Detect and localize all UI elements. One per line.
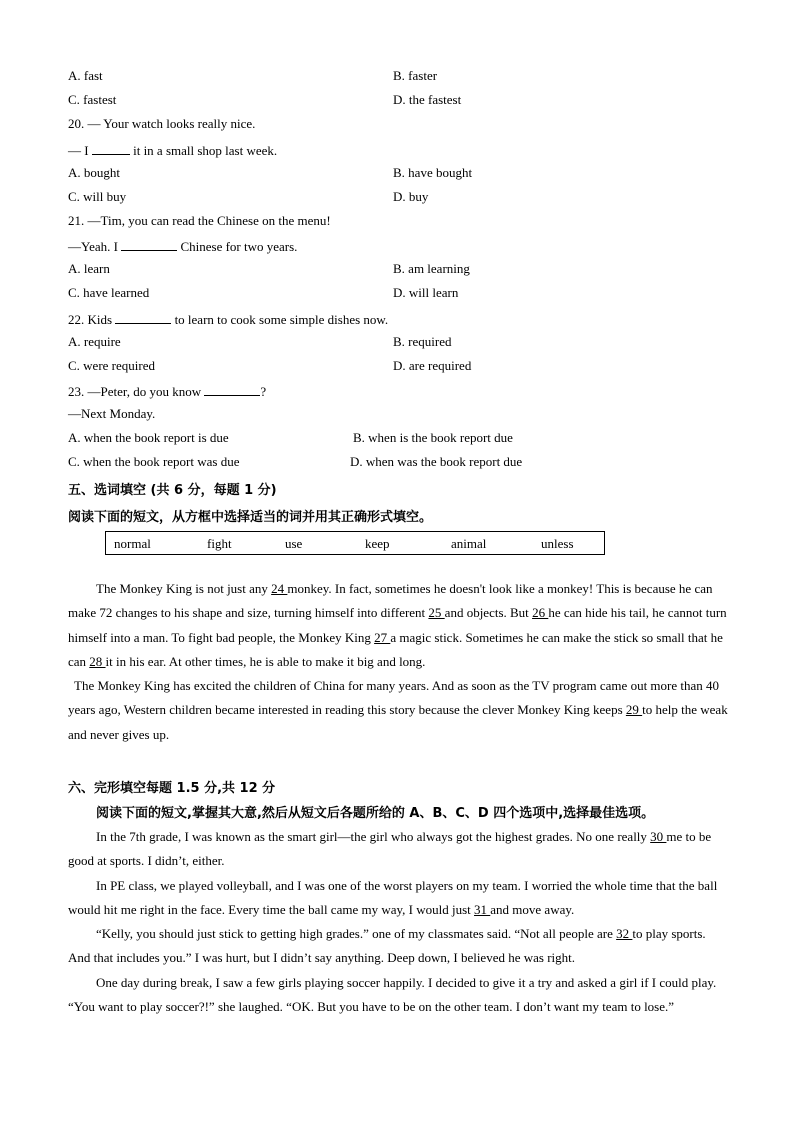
section5-instruction: 阅读下面的短文，从方框中选择适当的词并用其正确形式填空。 [68,510,433,525]
q23-option-c: C. when the book report was due [68,454,240,469]
q22-blank [115,310,171,324]
q21-blank [121,237,177,251]
passage-text: me to be good at sports. I didn’t, either. [68,829,712,869]
blank-27: 27 [374,629,391,645]
section5-title: 五、选词填空 (共 6 分，每题 1 分) [68,483,277,498]
q20-reply-pre: — I [68,143,92,158]
passage-paragraph [68,674,728,747]
q22-option-a: A. require [68,334,121,349]
blank-28: 28 [89,653,106,669]
q21-reply-post: Chinese for two years. [177,239,298,254]
blank-30: 30 [650,829,667,844]
q21-option-b: B. am learning [393,261,470,276]
q22-option-c: C. were required [68,358,155,373]
passage-paragraph [68,874,728,923]
passage-paragraph [68,922,728,971]
q19-option-b: B. faster [393,68,438,83]
q20-option-c: C. will buy [68,189,127,204]
blank-29: 29 [625,702,643,718]
q21-option-a: A. learn [68,261,110,276]
passage-text: to help the weak and never gives up. [68,702,728,742]
passage-text: “Kelly, you should just stick to getting high grades.” one of my classmates said. “Not all people are [96,926,617,942]
passage-text: The Monkey King has excited the children of China for many years. And as soon as the TV program came out more than 40 years ago, Western children became interested in reading this story because the clever Monkey King keeps [68,678,720,718]
q22-option-d: D. are required [393,358,472,373]
q22-stem-pre: 22. Kids [68,312,116,327]
word-bank-word: keep [365,536,390,551]
q21-option-c: C. have learned [68,285,150,300]
passage-text: to play sports. And that includes you.” I was hurt, but I didn’t say anything. Deep down, I believed he was right. [68,926,706,966]
passage-text: a magic stick. Sometimes he can make the stick so small that he can [68,629,723,669]
passage-text: and objects. But [444,605,533,621]
passage-text: In PE class, we played volleyball, and I was one of the worst players on my team. I worried the whole time that the ball would hit me right in the face. Every time the ball came my way, I would just [68,877,718,917]
blank-25: 25 [428,605,445,621]
blank-24: 24 [271,581,288,596]
q22-option-b: B. required [393,334,452,349]
blank-32: 32 [616,926,633,942]
q22-stem-post: to learn to cook some simple dishes now. [171,312,389,327]
q23-stem [68,382,266,400]
q20-reply-post: it in a small shop last week. [129,143,278,158]
q23-option-b: B. when is the book report due [353,430,513,445]
passage-text: he can hide his tail, he cannot turn himself into a man. To fight bad people, the Monkey King [68,605,727,645]
word-bank-word: unless [541,536,574,551]
q20-option-b: B. have bought [393,165,473,180]
passage-paragraph [68,971,728,1020]
q22-stem [68,310,388,328]
blank-31: 31 [474,901,491,917]
blank-26: 26 [532,605,549,621]
passage-text: it in his ear. At other times, he is able to make it big and long. [105,653,426,669]
q23-stem-post: ? [260,384,267,399]
word-bank-box [105,531,605,555]
q20-option-a: A. bought [68,165,120,180]
q21-option-d: D. will learn [393,285,459,300]
section5-passage [68,577,728,747]
q21-stem: 21. —Tim, you can read the Chinese on the menu! [68,213,331,228]
q23-blank [204,382,260,396]
q23-reply: —Next Monday. [68,406,156,421]
section6-passage [68,825,728,1019]
q21-reply-pre: —Yeah. I [68,239,122,254]
passage-text: monkey. In fact, sometimes he doesn't look like a monkey! This is because he can make 72 changes to his shape and size, turning himself into different [68,581,713,621]
q20-option-d: D. buy [393,189,429,204]
word-bank-word: animal [451,536,487,551]
word-bank-word: fight [207,536,232,551]
q23-option-d: D. when was the book report due [350,454,523,469]
q20-stem: 20. — Your watch looks really nice. [68,116,256,131]
passage-paragraph [68,577,728,674]
passage-text: One day during break, I saw a few girls playing soccer happily. I decided to give it a try and asked a girl if I could play. “You want to play soccer?!” she laughed. “OK. But you have to be on the other team. I don’t want my team to lose.” [68,974,717,1015]
section6-title: 六、完形填空每题 1.5 分,共 12 分 [68,781,276,796]
q20-blank [92,141,130,155]
q23-stem-pre: 23. —Peter, do you know [68,384,205,399]
q23-option-a: A. when the book report is due [68,430,229,445]
q19-option-d: D. the fastest [393,92,462,107]
word-bank-word: use [285,536,303,551]
q20-reply [68,141,277,159]
word-bank-word: normal [114,536,151,551]
passage-paragraph [68,825,728,874]
q21-reply [68,237,297,255]
q19-option-a: A. fast [68,68,103,83]
passage-text: and move away. [490,901,575,917]
passage-text: The Monkey King is not just any [96,581,272,596]
passage-text: In the 7th grade, I was known as the smart girl—the girl who always got the highest grades. No one really [96,829,651,844]
section6-instruction: 阅读下面的短文,掌握其大意,然后从短文后各题所给的 A、B、C、D 四个选项中,选择最佳选项。 [96,806,655,821]
q19-option-c: C. fastest [68,92,117,107]
